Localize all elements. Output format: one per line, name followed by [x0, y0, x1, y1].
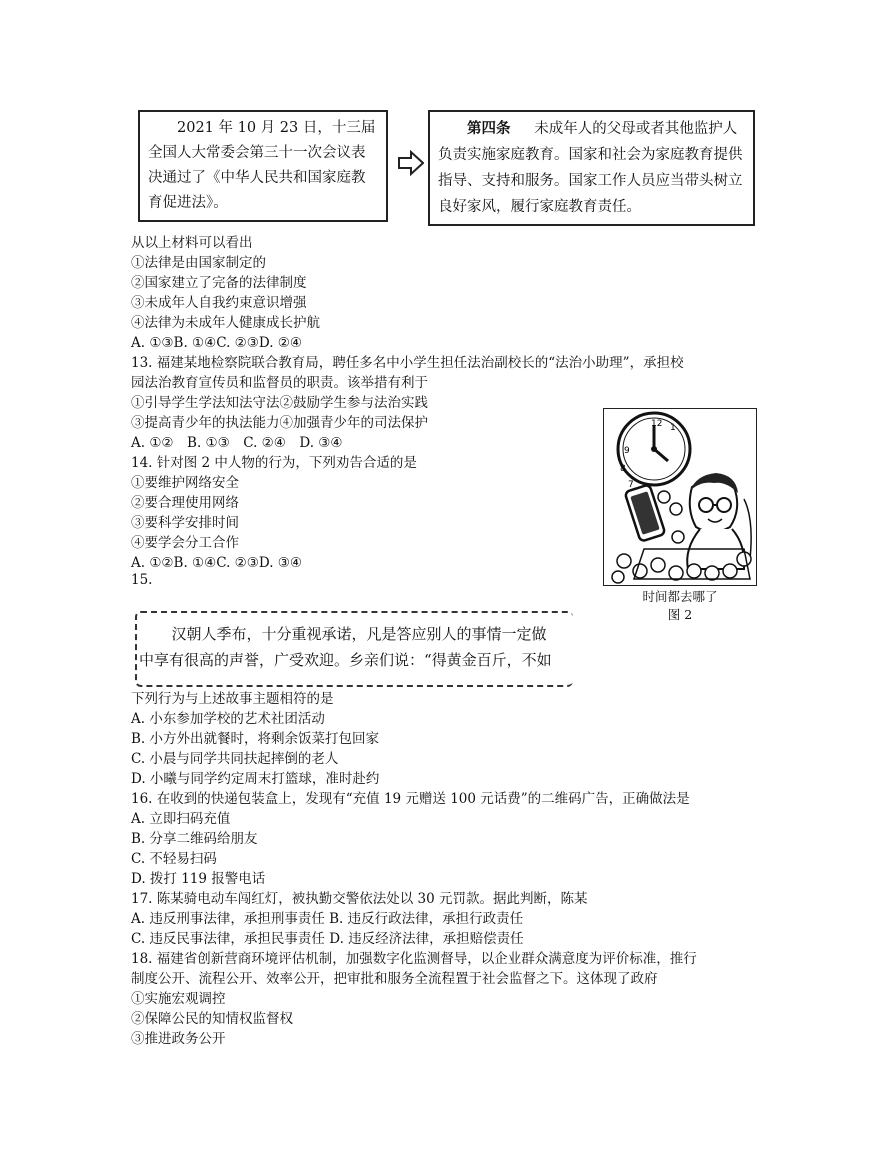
q14-stem: 14. 针对图 2 中人物的行为，下列劝告合适的是 — [131, 455, 417, 471]
q13-stem-line1: 13. 福建某地检察院联合教育局，聘任多名中小学生担任法治副校长的“法治小助理”，承担校 — [131, 355, 684, 371]
q12-option-3: ③未成年人自我约束意识增强 — [131, 295, 307, 311]
q15-option-d: D. 小曦与同学约定周末打篮球，准时赴约 — [131, 771, 380, 787]
q14-option-2: ②要合理使用网络 — [131, 495, 239, 511]
q16-option-d: D. 拨打 119 报警电话 — [131, 871, 266, 887]
svg-text:12: 12 — [651, 419, 663, 429]
q15-option-a: A. 小东参加学校的艺术社团活动 — [131, 711, 325, 727]
q14-option-1: ①要维护网络安全 — [131, 475, 239, 491]
q16-option-a: A. 立即扫码充值 — [131, 811, 231, 827]
figure-2-label: 图 2 — [667, 607, 693, 622]
right-arrow-icon — [398, 150, 424, 180]
q13-stem-line2: 园法治教育宣传员和监督员的职责。该举措有利于 — [131, 375, 428, 391]
q15-stem: 下列行为与上述故事主题相符的是 — [131, 691, 334, 707]
q18-option-1: ①实施宏观调控 — [131, 991, 226, 1007]
material-box-right — [428, 110, 755, 226]
story-box — [135, 611, 573, 687]
material-box-left-text: 2021 年 10 月 23 日，十三届全国人大常委会第三十一次会议表决通过了《中华人民共和国家庭教育促进法》。 — [148, 120, 376, 211]
q14-option-3: ③要科学安排时间 — [131, 515, 239, 531]
q12-option-4: ④法律为未成年人健康成长护航 — [131, 315, 320, 331]
q12-option-2: ②国家建立了完备的法律制度 — [131, 275, 307, 291]
q15-option-c: C. 小晨与同学共同扶起摔倒的老人 — [131, 751, 339, 767]
q18-stem-line1: 18. 福建省创新营商环境评估机制，加强数字化监测督导，以企业群众满意度为评价标准，推行 — [131, 951, 697, 967]
q17-options-line1: A. 违反刑事法律，承担刑事责任 B. 违反行政法律，承担行政责任 — [131, 911, 524, 927]
q12-answers: A. ①③B. ①④C. ②③D. ②④ — [131, 335, 303, 351]
figure-2-caption: 时间都去哪了 — [642, 589, 718, 604]
q17-stem: 17. 陈某骑电动车闯红灯，被执勤交警依法处以 30 元罚款。据此判断，陈某 — [131, 891, 588, 907]
q13-options-line1: ①引导学生学法知法守法②鼓励学生参与法治实践 — [131, 395, 428, 411]
q14-answers: A. ①②B. ①④C. ②③D. ③④ — [131, 555, 303, 571]
figure-2-illustration — [603, 408, 757, 586]
q15-option-b: B. 小方外出就餐时，将剩余饭菜打包回家 — [131, 731, 380, 747]
q12-stem: 从以上材料可以看出 — [131, 235, 253, 251]
q16-stem: 16. 在收到的快递包装盒上，发现有“充值 19 元赠送 100 元话费”的二维码广告，正确做法是 — [131, 791, 690, 807]
q18-option-3: ③推进政务公开 — [131, 1031, 226, 1047]
article-text: 未成年人的父母或者其他监护人负责实施家庭教育。国家和社会为家庭教育提供指导、支持和服务。国家工作人员应当带头树立良好家风，履行家庭教育责任。 — [438, 121, 743, 215]
story-line-2: 中享有很高的声誉，广受欢迎。乡亲们说：“得黄金百斤，不如 — [139, 651, 552, 669]
svg-text:7: 7 — [628, 480, 634, 490]
q18-stem-line2: 制度公开、流程公开、效率公开，把审批和服务全流程置于社会监督之下。这体现了政府 — [131, 971, 658, 987]
svg-text:8: 8 — [620, 464, 626, 474]
q13-options-line2: ③提高青少年的执法能力④加强青少年的司法保护 — [131, 415, 428, 431]
q14-option-4: ④要学会分工合作 — [131, 535, 239, 551]
q18-option-2: ②保障公民的知情权监督权 — [131, 1011, 293, 1027]
q16-option-c: C. 不轻易扫码 — [131, 851, 217, 867]
q16-option-b: B. 分享二维码给朋友 — [131, 831, 258, 847]
svg-text:9: 9 — [624, 446, 630, 456]
svg-text:1: 1 — [670, 423, 676, 433]
q13-answers: A. ①② B. ①③ C. ②④ D. ③④ — [131, 435, 343, 451]
q17-options-line2: C. 违反民事法律，承担民事责任 D. 违反经济法律，承担赔偿责任 — [131, 931, 524, 947]
q15-number: 15. — [131, 572, 153, 588]
material-box-left — [138, 110, 388, 222]
article-label: 第四条 — [467, 120, 511, 137]
q12-option-1: ①法律是由国家制定的 — [131, 255, 266, 271]
story-line-1: 汉朝人季布，十分重视承诺，凡是答应别人的事情一定做 — [171, 625, 547, 643]
